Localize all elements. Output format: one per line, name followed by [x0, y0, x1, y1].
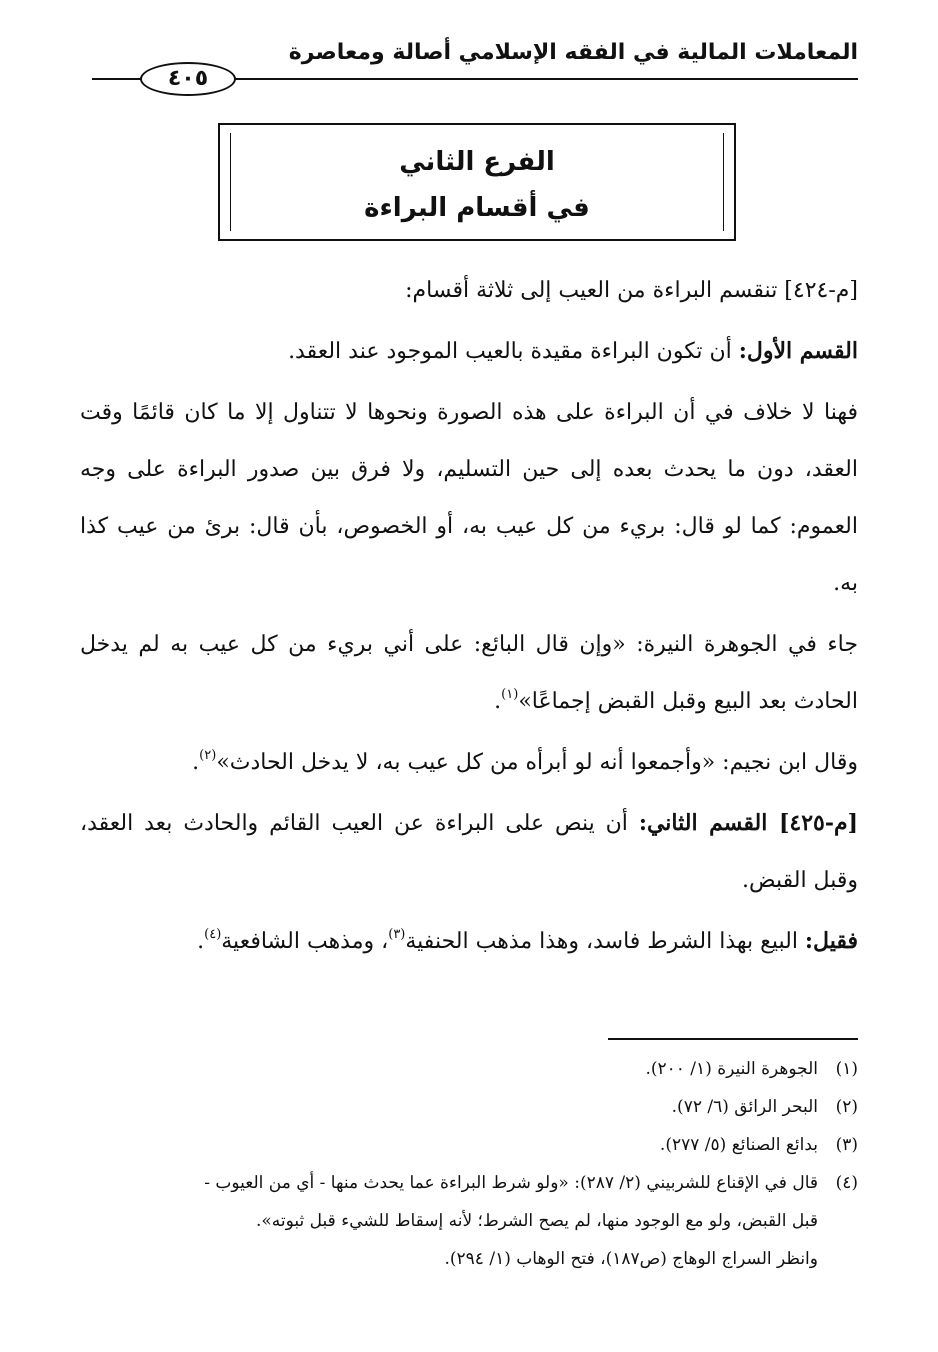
- paragraph-7-end: .: [197, 929, 205, 954]
- footnote-number: (٤): [835, 1173, 858, 1193]
- footnote-ref-1[interactable]: (١): [501, 687, 519, 702]
- body-text: [80, 262, 858, 970]
- paragraph-3: فهنا لا خلاف في أن البراءة على هذه الصورة ونحوها لا تتناول إلا ما كان قائمًا وقت العقد، دون ما يحدث بعده إلى حين التسليم، ولا فرق بين صدور البراءة على وجه العموم: كما لو قال: بريء من كل عيب به، أو الخصوص، بأن قال: برئ من عيب كذا به.: [80, 400, 858, 596]
- paragraph-2: [80, 323, 858, 380]
- paragraph-7: [80, 913, 858, 970]
- footnote-continuation: قبل القبض، ولو مع الوجود منها، لم يصح الشرط؛ لأنه إسقاط للشيء قبل ثبوته».: [255, 1211, 818, 1231]
- footnote-number: (٣): [835, 1135, 858, 1155]
- section-heading-box: [218, 123, 736, 241]
- paragraph-7-text-b: ، ومذهب الشافعية: [221, 929, 389, 954]
- paragraph-6-text: أن ينص على البراءة عن العيب القائم والحادث بعد العقد، وقبل القبض.: [80, 811, 858, 893]
- footnote-ref-4[interactable]: (٤): [204, 927, 222, 942]
- division-label-first: القسم الأول:: [738, 338, 858, 364]
- footnote-continuation: وانظر السراج الوهاج (ص١٨٧)، فتح الوهاب (١/ ٢٩٤).: [444, 1249, 818, 1269]
- footnote-ref-3[interactable]: (٣): [388, 927, 406, 942]
- paragraph-5: [80, 734, 858, 791]
- paragraph-5-end: .: [192, 750, 200, 775]
- section-heading-line-1: الفرع الثاني: [399, 147, 555, 177]
- page-number-badge: ٤٠٥: [140, 62, 236, 96]
- footnote-item: [80, 1126, 858, 1164]
- paragraph-7-text-a: البيع بهذا الشرط فاسد، وهذا مذهب الحنفية: [405, 929, 805, 954]
- paragraph-4-end: .: [494, 689, 502, 714]
- running-header-title: المعاملات المالية في الفقه الإسلامي أصالة ومعاصرة: [288, 40, 858, 65]
- footnote-item: [80, 1088, 858, 1126]
- footnote-number: (٢): [835, 1097, 858, 1117]
- section-heading-line-2: في أقسام البراءة: [364, 193, 590, 223]
- footnote-ref-2[interactable]: (٢): [199, 748, 217, 763]
- footnote-item: [80, 1164, 858, 1202]
- footnotes: [80, 1050, 858, 1278]
- paragraph-5-text: وقال ابن نجيم: «وأجمعوا أنه لو أبرأه من كل عيب به، لا يدخل الحادث»: [216, 750, 858, 775]
- footnote-text: البحر الرائق (٦/ ٧٢).: [671, 1097, 818, 1117]
- footnote-separator: [608, 1038, 858, 1040]
- paragraph-4: [80, 616, 858, 730]
- paragraph-4-text: جاء في الجوهرة النيرة: «وإن قال البائع: على أني بريء من كل عيب به لم يدخل الحادث بعد البيع وقبل القبض إجماعًا»: [80, 632, 858, 714]
- footnote-number: (١): [835, 1059, 858, 1079]
- footnote-text: قال في الإقناع للشربيني (٢/ ٢٨٧): «ولو شرط البراءة عما يحدث منها - أي من العيوب -: [204, 1173, 818, 1193]
- paragraph-1: [م-٤٢٤] تنقسم البراءة من العيب إلى ثلاثة أقسام:: [405, 278, 858, 303]
- footnote-text: الجوهرة النيرة (١/ ٢٠٠).: [645, 1059, 818, 1079]
- footnote-text: بدائع الصنائع (٥/ ٢٧٧).: [659, 1135, 818, 1155]
- footnote-item: [80, 1050, 858, 1088]
- division-label-second: [م-٤٢٥] القسم الثاني:: [638, 810, 858, 836]
- paragraph-6: [80, 795, 858, 909]
- paragraph-7-label: فقيل:: [804, 928, 858, 954]
- paragraph-2-text: أن تكون البراءة مقيدة بالعيب الموجود عند العقد.: [288, 339, 739, 364]
